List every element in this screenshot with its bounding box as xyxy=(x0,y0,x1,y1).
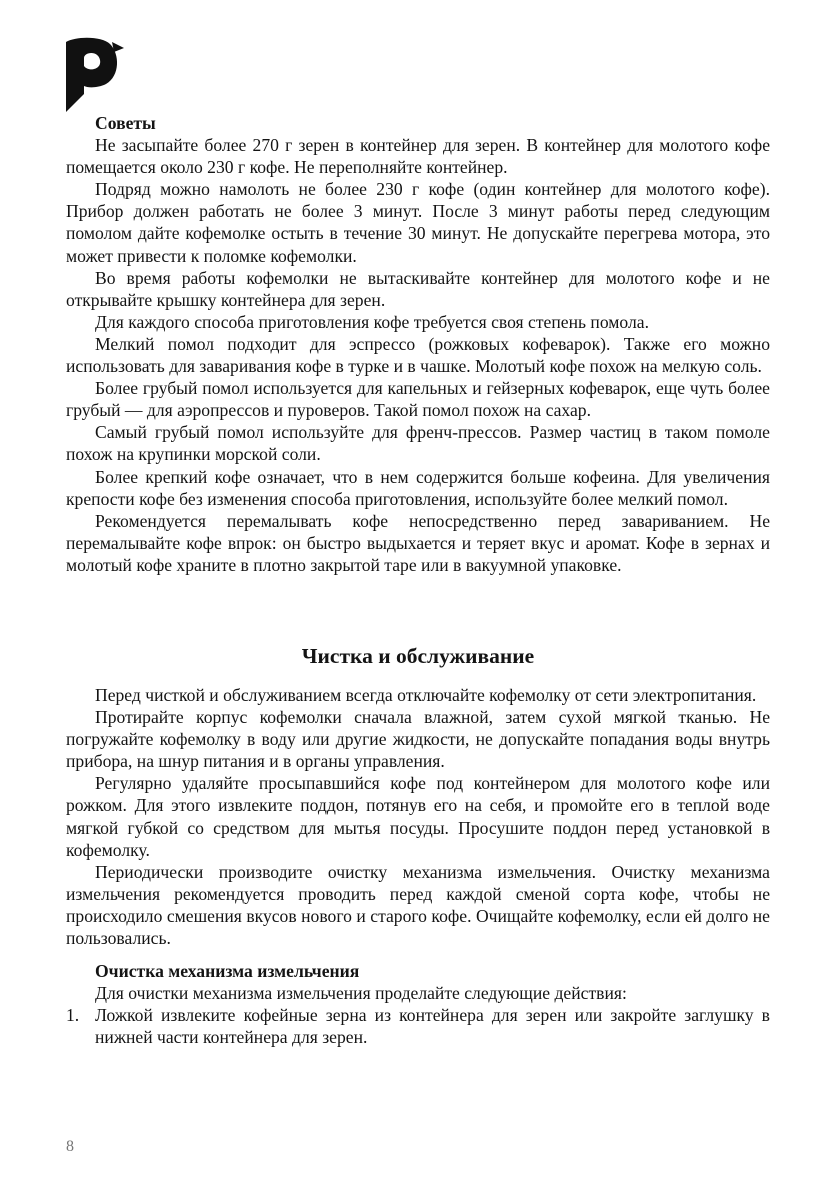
page-number: 8 xyxy=(66,1138,74,1155)
tips-paragraph: Не засыпайте более 270 г зерен в контейнер для зерен. В контейнер для молотого кофе помещается около 230 г кофе. Не переполняйте контейнер. xyxy=(66,135,770,178)
tips-paragraph: Подряд можно намолоть не более 230 г кофе (один контейнер для молотого кофе). Прибор должен работать не более 3 минут. После 3 минут работы перед следующим помолом дайте кофемолке остыть в течение 30 минут. Не допускайте перегрева мотора, это может привести к поломке кофемолки. xyxy=(66,179,770,266)
list-text: Ложкой извлеките кофейные зерна из контейнера для зерен или закройте заглушку в нижней части контейнера для зерен. xyxy=(95,1005,770,1048)
tips-paragraph: Во время работы кофемолки не вытаскивайте контейнер для молотого кофе и не открывайте крышку контейнера для зерен. xyxy=(66,267,770,310)
tips-paragraph: Для каждого способа приготовления кофе требуется своя степень помола. xyxy=(95,311,649,332)
brand-logo-icon xyxy=(66,36,128,114)
tips-paragraph: Более грубый помол используется для капельных и гейзерных кофеварок, еще чуть более грубый — для аэропрессов и пуроверов. Такой помол похож на сахар. xyxy=(66,378,770,421)
list-number: 1. xyxy=(66,1005,80,1026)
section-title: Чистка и обслуживание xyxy=(301,643,535,668)
page-content xyxy=(66,112,770,1048)
cleaning-paragraph: Периодически производите очистку механизма измельчения. Очистку механизма измельчения рекомендуется проводить перед каждой сменой сорта кофе, чтобы не происходило смешения вкусов нового и старого кофе. Очищайте кофемолку, если ей долго не пользовались. xyxy=(66,861,770,948)
tips-paragraph: Более крепкий кофе означает, что в нем содержится больше кофеина. Для увеличения крепости кофе без изменения способа приготовления, используйте более мелкий помол. xyxy=(66,466,770,509)
cleaning-paragraph: Протирайте корпус кофемолки сначала влажной, затем сухой мягкой тканью. Не погружайте кофемолку в воду или другие жидкости, не допускайте попадания воды внутрь прибора, на шнур питания и в органы управления. xyxy=(66,707,770,772)
tips-paragraph: Рекомендуется перемалывать кофе непосредственно перед завариванием. Не перемалывайте кофе впрок: он быстро выдыхается и теряет вкус и аромат. Кофе в зернах и молотый кофе храните в плотно закрытой таре или в вакуумной упаковке. xyxy=(66,510,770,575)
grinder-cleaning-heading: Очистка механизма измельчения xyxy=(95,961,360,982)
grinder-cleaning-intro: Для очистки механизма измельчения проделайте следующие действия: xyxy=(95,983,627,1004)
tips-paragraph: Самый грубый помол используйте для френч-прессов. Размер частиц в таком помоле похож на крупинки морской соли. xyxy=(66,422,770,465)
cleaning-paragraph: Регулярно удаляйте просыпавшийся кофе под контейнером для молотого кофе или рожком. Для этого извлеките поддон, потянув его на себя, и промойте его в теплой воде мягкой губкой со средством для мытья посуды. Просушите поддон перед установкой в кофемолку. xyxy=(66,773,770,860)
list-item xyxy=(66,1004,770,1048)
tips-paragraph: Мелкий помол подходит для эспрессо (рожковых кофеварок). Также его можно использовать для заваривания кофе в турке и в чашке. Молотый кофе похож на мелкую соль. xyxy=(66,333,770,377)
cleaning-paragraph: Перед чисткой и обслуживанием всегда отключайте кофемолку от сети электропитания. xyxy=(95,684,757,705)
tips-heading: Советы xyxy=(95,113,156,133)
